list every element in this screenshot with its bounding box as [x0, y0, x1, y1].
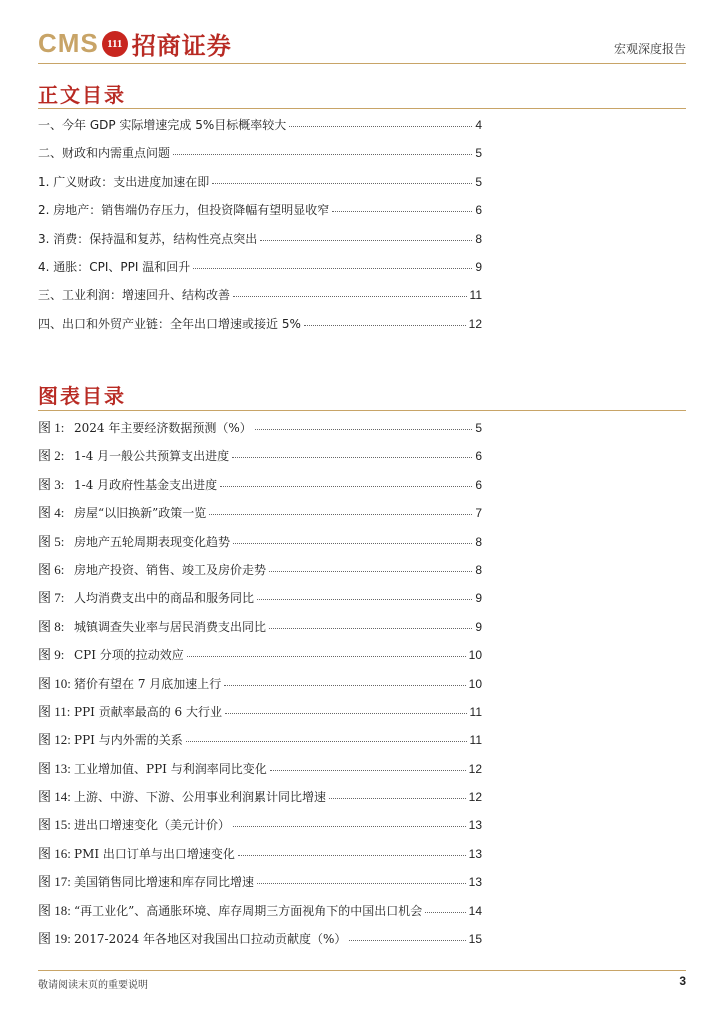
- dot-leader: [193, 268, 472, 269]
- toc-entry[interactable]: [38, 230, 482, 258]
- dot-leader: [220, 486, 472, 487]
- logo-chinese-name: 招商证券: [131, 31, 232, 60]
- figure-entry[interactable]: [38, 417, 482, 445]
- figure-entry[interactable]: [38, 587, 482, 615]
- figure-entry-title: 1-4 月政府性基金支出进度: [74, 477, 218, 492]
- toc-entry[interactable]: [38, 173, 482, 201]
- toc-entry-page: 11: [469, 288, 482, 303]
- figure-entry[interactable]: [38, 559, 482, 587]
- figure-entry-page: 15: [468, 932, 482, 947]
- toc-entry-label: 2. 房地产：销售端仍存压力，但投资降幅有望明显收窄: [38, 203, 330, 218]
- figure-entry[interactable]: [38, 729, 482, 757]
- toc-entry-page: 9: [475, 259, 482, 274]
- figure-entry-title: PPI 与内外需的关系: [74, 733, 183, 748]
- figure-entry-title: 城镇调查失业率与居民消费支出同比: [74, 619, 267, 634]
- report-type: 宏观深度报告: [613, 42, 686, 56]
- figure-entry-number: 图 10:: [38, 675, 71, 691]
- figure-entry-page: 14: [468, 903, 482, 918]
- figure-entry-page: 9: [475, 619, 482, 634]
- toc-entry-label: 4. 通胀：CPI、PPI 温和回升: [38, 259, 191, 274]
- toc-entry-label: 一、今年 GDP 实际增速完成 5%目标概率较大: [38, 118, 287, 132]
- logo-seal-icon: 111: [102, 31, 128, 57]
- dot-leader: [233, 296, 467, 297]
- figure-entry-number: 图 11:: [38, 703, 71, 719]
- figure-entry-number: 图 4:: [38, 505, 65, 521]
- figure-entry-title: CPI 分项的拉动效应: [74, 648, 184, 663]
- figure-entry-page: 12: [468, 761, 482, 776]
- figure-entry-number: 图 19:: [38, 931, 71, 947]
- figure-entry-page: 13: [468, 875, 482, 890]
- figure-entry-title: 1-4 月一般公共预算支出进度: [74, 449, 230, 464]
- figure-entry-title: “再工业化”、高通胀环境、库存周期三方面视角下的中国出口机会: [74, 903, 423, 918]
- figure-entry-title: 人均消费支出中的商品和服务同比: [74, 591, 255, 606]
- toc-entry-page: 5: [475, 174, 482, 189]
- toc-title: 正文目录: [38, 83, 126, 107]
- page-number: 3: [679, 974, 686, 988]
- figure-entry-page: 7: [475, 506, 482, 521]
- toc-entry-page: 6: [475, 203, 482, 218]
- figure-entry-title: 2024 年主要经济数据预测（%）: [74, 421, 252, 435]
- figure-entry-number: 图 3:: [38, 476, 65, 492]
- toc-entry-page: 8: [475, 231, 482, 246]
- figure-entry[interactable]: [38, 701, 482, 729]
- dot-leader: [332, 211, 472, 212]
- figure-entry-page: 11: [469, 704, 482, 719]
- dot-leader: [260, 240, 472, 241]
- dot-leader: [269, 571, 472, 572]
- toc-title-divider: [38, 108, 686, 109]
- header-divider: [38, 63, 686, 64]
- dot-leader: [173, 154, 472, 155]
- figure-entry-page: 10: [468, 648, 482, 663]
- toc-entry-label: 3. 消费：保持温和复苏，结构性亮点突出: [38, 231, 258, 246]
- figure-entry-number: 图 12:: [38, 732, 71, 748]
- figure-entry-title: 房地产投资、销售、竣工及房价走势: [74, 562, 267, 577]
- dot-leader: [238, 855, 466, 856]
- figure-entry-title: 猪价有望在 7 月底加速上行: [74, 676, 222, 691]
- figure-entry[interactable]: [38, 758, 482, 786]
- figure-entry-title: PPI 贡献率最高的 6 大行业: [74, 704, 222, 719]
- dot-leader: [209, 514, 472, 515]
- toc-entry[interactable]: [38, 201, 482, 229]
- toc-entry[interactable]: [38, 286, 482, 314]
- dot-leader: [425, 912, 465, 913]
- figure-entry-page: 6: [475, 477, 482, 492]
- figure-entry-number: 图 7:: [38, 590, 65, 606]
- dot-leader: [233, 543, 472, 544]
- figure-entry-page: 5: [475, 421, 482, 435]
- figure-entry-title: 上游、中游、下游、公用事业利润累计同比增速: [74, 790, 327, 805]
- figure-entry[interactable]: [38, 928, 482, 956]
- dot-leader: [225, 713, 467, 714]
- dot-leader: [212, 183, 472, 184]
- toc-entry[interactable]: [38, 116, 482, 144]
- figure-entry-page: 9: [475, 591, 482, 606]
- dot-leader: [187, 656, 466, 657]
- figure-entry-page: 10: [468, 676, 482, 691]
- figure-entry-title: 美国销售同比增速和库存同比增速: [74, 875, 255, 890]
- figure-entry-number: 图 17:: [38, 874, 71, 890]
- figure-entry[interactable]: [38, 900, 482, 928]
- dot-leader: [304, 325, 466, 326]
- figure-entry-page: 11: [469, 733, 482, 748]
- dot-leader: [269, 628, 472, 629]
- logo-cms-text: CMS: [38, 28, 99, 58]
- page-header: [0, 0, 724, 66]
- figure-entry-number: 图 8:: [38, 618, 65, 634]
- toc-entry-label: 三、工业利润：增速回升、结构改善: [38, 288, 231, 303]
- figures-title-divider: [38, 410, 686, 411]
- list-of-figures: [38, 417, 482, 956]
- figure-entry-title: PMI 出口订单与出口增速变化: [74, 846, 235, 861]
- dot-leader: [232, 457, 472, 458]
- figure-entry-number: 图 9:: [38, 647, 65, 663]
- dot-leader: [289, 126, 472, 127]
- figure-entry-page: 6: [475, 449, 482, 464]
- company-logo: [38, 26, 232, 61]
- figure-entry-number: 图 1:: [38, 420, 65, 435]
- figure-entry[interactable]: [38, 871, 482, 899]
- figure-entry-number: 图 14:: [38, 789, 71, 805]
- figure-entry-page: 8: [475, 534, 482, 549]
- figure-entry[interactable]: [38, 814, 482, 842]
- figure-entry-number: 图 18:: [38, 902, 71, 918]
- dot-leader: [186, 741, 467, 742]
- dot-leader: [257, 599, 472, 600]
- dot-leader: [224, 685, 465, 686]
- table-of-contents: [38, 116, 482, 343]
- figure-entry-page: 12: [468, 790, 482, 805]
- figure-entry-number: 图 15:: [38, 817, 71, 833]
- figure-entry-number: 图 2:: [38, 448, 65, 464]
- figure-entry-number: 图 6:: [38, 561, 65, 577]
- figure-entry[interactable]: [38, 502, 482, 530]
- dot-leader: [255, 429, 473, 430]
- figure-entry-number: 图 16:: [38, 845, 71, 861]
- dot-leader: [233, 826, 466, 827]
- toc-entry[interactable]: [38, 315, 482, 343]
- figure-entry-page: 13: [468, 818, 482, 833]
- figure-entry[interactable]: [38, 616, 482, 644]
- figure-entry-title: 工业增加值、PPI 与利润率同比变化: [74, 761, 267, 776]
- figure-entry-title: 房屋“以旧换新”政策一览: [74, 506, 207, 521]
- figure-entry[interactable]: [38, 644, 482, 672]
- dot-leader: [329, 798, 466, 799]
- dot-leader: [349, 940, 465, 941]
- figure-entry-page: 13: [468, 846, 482, 861]
- figures-title: 图表目录: [38, 384, 126, 408]
- figure-entry[interactable]: [38, 445, 482, 473]
- figure-entry[interactable]: [38, 474, 482, 502]
- dot-leader: [257, 883, 466, 884]
- figure-entry-number: 图 13:: [38, 760, 71, 776]
- footer-disclaimer-note: 敬请阅读末页的重要说明: [38, 980, 148, 991]
- toc-entry-label: 四、出口和外贸产业链：全年出口增速或接近 5%: [38, 316, 301, 331]
- dot-leader: [270, 770, 466, 771]
- toc-entry-page: 5: [475, 146, 482, 161]
- footer-divider: [38, 970, 686, 971]
- figure-entry[interactable]: [38, 673, 482, 701]
- toc-entry-page: 4: [475, 118, 482, 132]
- figure-entry-title: 房地产五轮周期表现变化趋势: [74, 534, 231, 549]
- figure-entry[interactable]: [38, 843, 482, 871]
- figure-entry[interactable]: [38, 531, 482, 559]
- figure-entry[interactable]: [38, 786, 482, 814]
- toc-entry-label: 1. 广义财政：支出进度加速在即: [38, 174, 210, 189]
- toc-entry-page: 12: [468, 316, 482, 331]
- figure-entry-number: 图 5:: [38, 533, 65, 549]
- toc-entry-label: 二、财政和内需重点问题: [38, 146, 171, 161]
- toc-entry[interactable]: [38, 258, 482, 286]
- toc-entry[interactable]: [38, 144, 482, 172]
- figure-entry-title: 2017-2024 年各地区对我国出口拉动贡献度（%）: [74, 932, 347, 947]
- figure-entry-page: 8: [475, 562, 482, 577]
- figure-entry-title: 进出口增速变化（美元计价）: [74, 818, 231, 833]
